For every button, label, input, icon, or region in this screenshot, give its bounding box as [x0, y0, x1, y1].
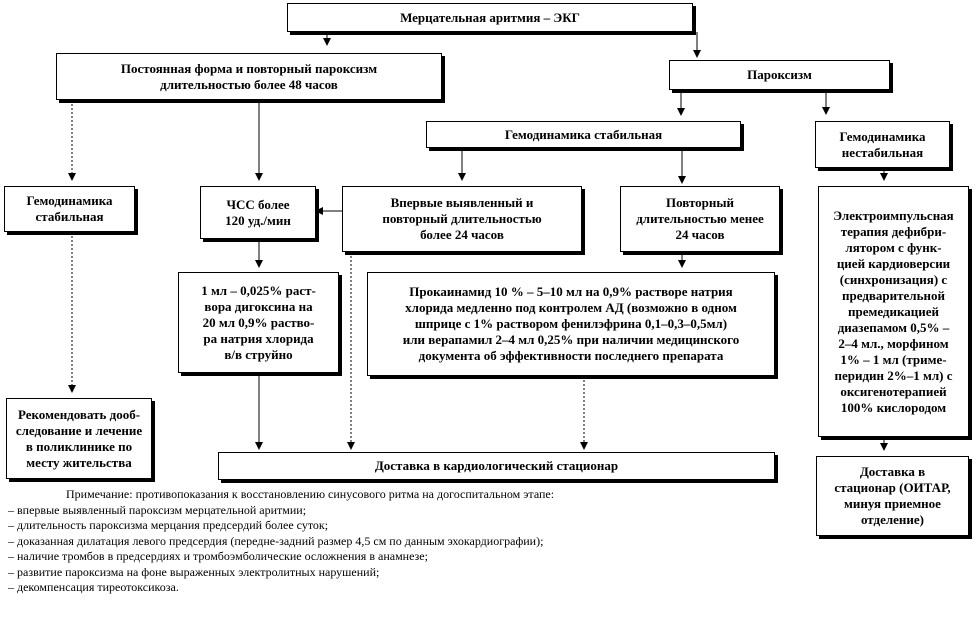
box-hemodynamics-stable-main: Гемодинамика стабильная [426, 121, 741, 148]
box-paroxysm: Пароксизм [669, 60, 890, 90]
box-hemodynamics-unstable: Гемодинамика нестабильная [815, 121, 950, 168]
box-digoxin: 1 мл – 0,025% раст- вора дигоксина на 20 мл 0,9% раство- ра натрия хлорида в/в струйно [178, 272, 339, 373]
note-item: – длительность пароксизма мерцания предсердий более суток; [8, 518, 329, 532]
box-procainamide: Прокаинамид 10 % – 5–10 мл на 0,9% растворе натрия хлорида медленно под контролем АД (возможно в одном шприце с 1% раствором фенилэфрина 0,1–0,3–0,5мл) или верапамил 2–4 мл 0,25% при наличии медицинского документа об эффективности последнего препарата [367, 272, 775, 376]
note-item: – наличие тромбов в предсердиях и тромбоэмболические осложнения в анамнезе; [8, 549, 428, 563]
box-permanent-form: Постоянная форма и повторный пароксизм длительностью более 48 часов [56, 53, 442, 100]
box-first-detected: Впервые выявленный и повторный длительностью более 24 часов [342, 186, 582, 252]
note-item: – декомпенсация тиреотоксикоза. [8, 580, 179, 594]
box-recommend: Рекомендовать дооб- следование и лечение в поликлинике по месту жительства [6, 398, 152, 479]
box-repeated-short: Повторный длительностью менее 24 часов [620, 186, 780, 252]
box-root: Мерцательная аритмия – ЭКГ [287, 3, 693, 32]
box-delivery-cardiology: Доставка в кардиологический стационар [218, 452, 775, 480]
note-item: – доказанная дилатация левого предсердия (передне-задний размер 4,5 см по данным эхокардиографии); [8, 533, 544, 548]
box-electro-therapy: Электроимпульсная терапия дефибри- лятором с функ- цией кардиоверсии (синхронизация) с предварительной премедикацией диазепамом 0,5% – 2–4 мл., морфином 1% – 1 мл (триме- перидин 2%–1 мл) с оксигенотерапией 100% кислородом [818, 186, 969, 437]
note-title: Примечание: противопоказания к восстановлению синусового ритма на догоспитальном этапе: [66, 487, 555, 501]
note-item: – развитие пароксизма на фоне выраженных электролитных нарушений; [8, 564, 380, 579]
box-delivery-icu: Доставка в стационар (ОИТАР, минуя приемное отделение) [816, 456, 969, 536]
box-heart-rate-over-120: ЧСС более 120 уд./мин [200, 186, 316, 239]
box-hemodynamics-stable-left: Гемодинамика стабильная [4, 186, 135, 232]
note-item: – впервые выявленный пароксизм мерцательной аритмии; [8, 502, 307, 517]
note-contraindications [8, 487, 968, 596]
